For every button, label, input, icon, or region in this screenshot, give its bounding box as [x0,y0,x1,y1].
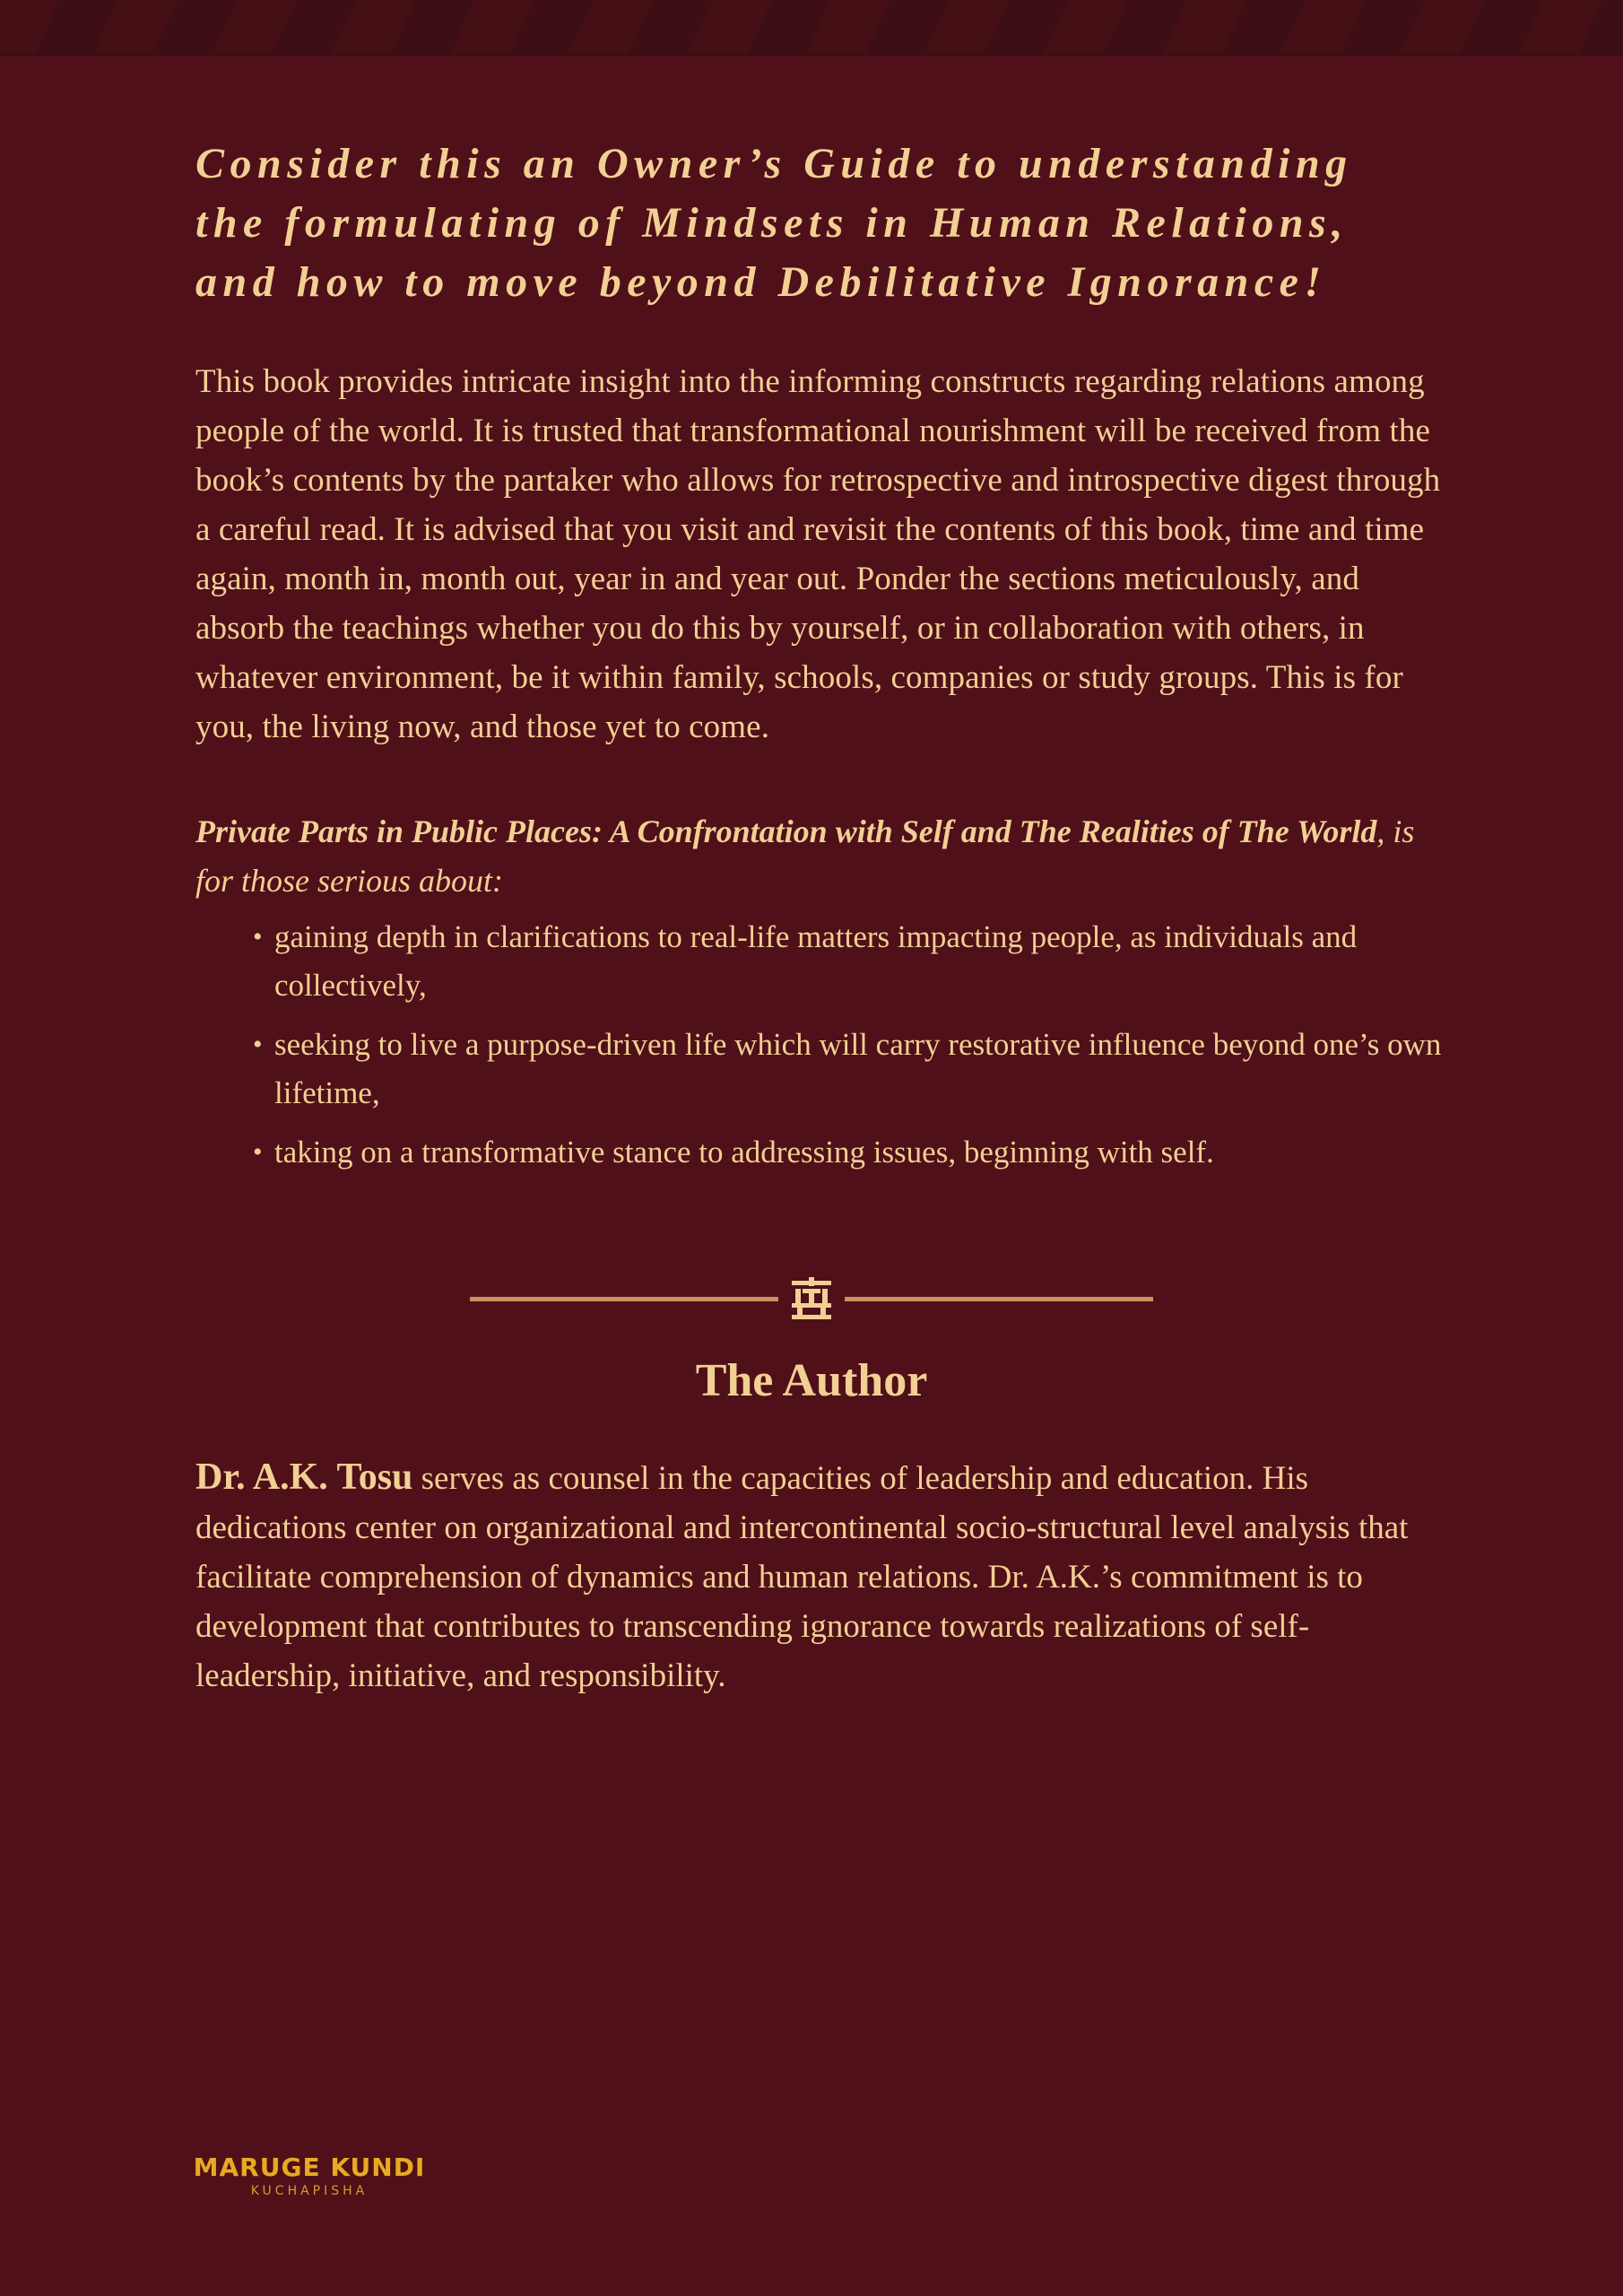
audience-intro-suffix: , is for those serious about: [195,813,1415,899]
list-item [253,913,1442,1010]
divider-line-left [470,1297,778,1301]
book-title: Private Parts in Public Places: A Confrontation with Self and The Realities of The World [195,813,1377,849]
list-item-text: seeking to live a purpose-driven life which will carry restorative influence beyond one’s own lifetime, [274,1027,1442,1110]
book-description: This book provides intricate insight into the informing constructs regarding relations among people of the world. It is trusted that transformational nourishment will be received from the book’s contents by the partaker who allows for retrospective and introspective digest through a careful read. It is advised that you visit and revisit the contents of this book, time and time again, month in, month out, year in and year out. Ponder the sections meticulously, and absorb the teachings whether you do this by yourself, or in collaboration with others, in whatever environment, be it within family, schools, companies or study groups. This is for you, the living now, and those yet to come. [195,363,1441,745]
publisher-name: MARUGE KUNDI [193,2152,426,2182]
audience-intro [195,807,1442,906]
publisher-logo [193,2152,426,2199]
tagline-line: and how to move beyond Debilitative Ignorance! [195,258,1327,306]
list-item [253,1128,1442,1177]
adinkra-emblem-icon [788,1275,835,1322]
author-bio-text: serves as counsel in the capacities of leadership and education. His dedications center on organizational and intercontinental socio-structural level analysis that facilitate comprehension of dynamics and human relations. Dr. A.K.’s commitment is to development that contributes to transcending ignorance towards realizations of self-leadership, initiative, and responsibility. [195,1460,1409,1694]
top-decorative-band [0,0,1623,56]
tagline-line: Consider this an Owner’s Guide to understanding [195,140,1353,187]
author-name: Dr. A.K. Tosu [195,1457,413,1498]
author-heading: The Author [695,1355,928,1406]
bullet-icon: • [253,1137,263,1167]
publisher-tagline: KUCHAPISHA [250,2184,369,2198]
divider-line-right [845,1297,1153,1301]
back-cover-content [195,135,1442,1187]
list-item [253,1021,1442,1118]
tagline-line: the formulating of Mindsets in Human Relations, [195,199,1349,247]
author-bio [195,1453,1451,1700]
tagline [195,135,1442,312]
list-item-text: taking on a transformative stance to addressing issues, beginning with self. [274,1135,1214,1170]
list-item-text: gaining depth in clarifications to real-life matters impacting people, as individuals and collectively, [274,919,1358,1003]
section-divider [470,1275,1153,1322]
bullet-icon: • [253,922,263,952]
bullet-icon: • [253,1030,263,1059]
audience-list [253,913,1442,1177]
